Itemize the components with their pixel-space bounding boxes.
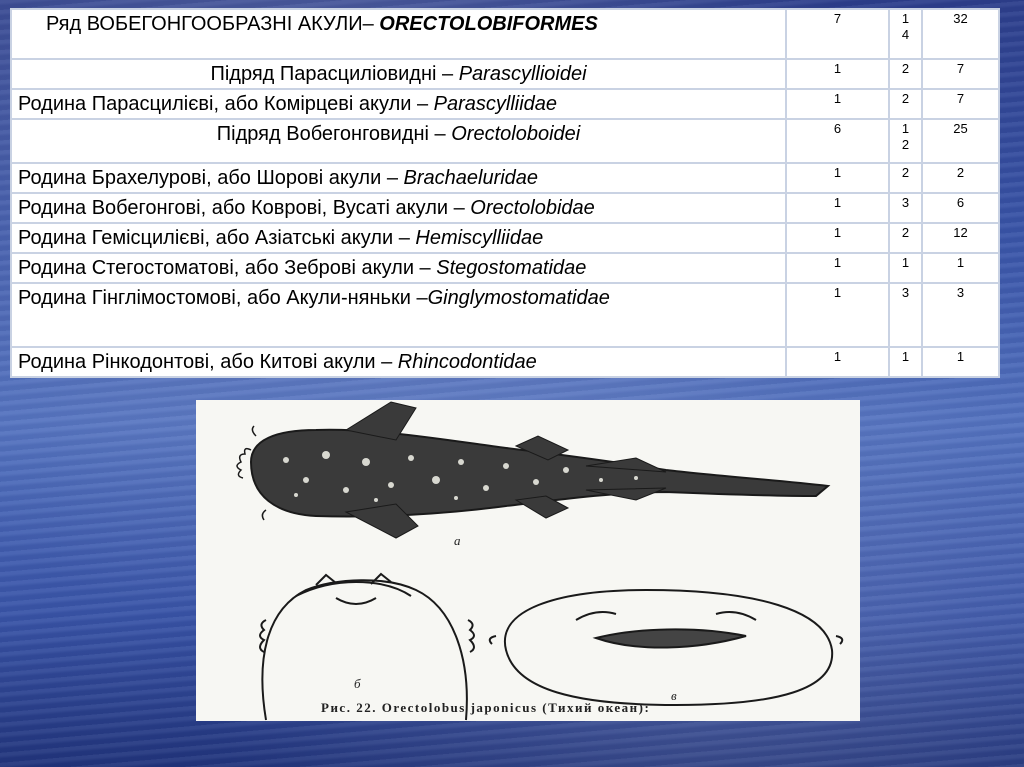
- table-row: [11, 163, 999, 193]
- count-genera2: 2: [889, 89, 922, 119]
- family-name-cell: [11, 193, 786, 223]
- family-name-cell: [11, 89, 786, 119]
- count-genera: 1: [786, 89, 889, 119]
- family-name-cell: [11, 283, 786, 347]
- table-row: [11, 193, 999, 223]
- count-species: 25: [922, 119, 999, 163]
- count-genera: 1: [786, 163, 889, 193]
- row-prefix: Родина Стегостоматові, або Зеброві акули –: [18, 257, 437, 279]
- count-species: 1: [922, 253, 999, 283]
- row-latin: Orectoloboidei: [451, 123, 581, 145]
- count-genera: 1: [786, 253, 889, 283]
- mouth-view: [490, 590, 843, 705]
- suborder-name-cell: [11, 59, 786, 89]
- figure-label-v: в: [671, 688, 677, 703]
- count-genera: 7: [786, 9, 889, 59]
- row-prefix: Родина Гемісцилієві, або Азіатські акули –: [18, 227, 416, 249]
- count-genera2: 3: [889, 283, 922, 347]
- count-genera2: 1: [889, 347, 922, 377]
- table-row: [11, 119, 999, 163]
- table-row: [11, 283, 999, 347]
- figure-label-a: а: [454, 533, 461, 548]
- count-genera: 1: [786, 347, 889, 377]
- count-species: 6: [922, 193, 999, 223]
- count-genera2: 3: [889, 193, 922, 223]
- shark-body: [251, 402, 828, 538]
- family-name-cell: [11, 253, 786, 283]
- shark-drawing: [196, 400, 860, 721]
- count-genera: 1: [786, 193, 889, 223]
- table-row: [11, 9, 999, 59]
- table-row: [11, 89, 999, 119]
- row-latin: Rhincodontidae: [397, 351, 537, 373]
- row-prefix: Родина Парасцилієві, або Комірцеві акули –: [18, 93, 434, 115]
- count-species: 7: [922, 59, 999, 89]
- family-name-cell: [11, 163, 786, 193]
- shark-illustration: [196, 400, 860, 721]
- row-latin: Parascylliidae: [433, 93, 558, 115]
- count-species: 7: [922, 89, 999, 119]
- row-latin: Stegostomatidae: [436, 257, 587, 279]
- row-prefix: Родина Вобегонгові, або Коврові, Вусаті акули –: [18, 197, 471, 219]
- count-species: 1: [922, 347, 999, 377]
- row-latin: ORECTOLOBIFORMES: [379, 13, 598, 35]
- table-row: [11, 253, 999, 283]
- suborder-name-cell: [11, 119, 786, 163]
- count-genera2: 1 2: [889, 119, 922, 163]
- figure-label-b: б: [354, 676, 361, 691]
- row-prefix: Підряд Вобегонговидні –: [216, 123, 452, 145]
- count-genera: 1: [786, 283, 889, 347]
- row-latin: Hemiscylliidae: [415, 227, 544, 249]
- family-name-cell: [11, 223, 786, 253]
- taxonomy-table: [10, 8, 1000, 378]
- head-underside: [260, 574, 474, 720]
- figure-caption: Рис. 22. Orectolobus japonicus (Тихий океан):: [321, 700, 651, 715]
- count-genera2: 2: [889, 223, 922, 253]
- row-latin: Brachaeluridae: [403, 167, 539, 189]
- row-prefix: Ряд ВОБЕГОНГООБРАЗНІ АКУЛИ–: [46, 13, 380, 35]
- row-latin: Orectolobidae: [470, 197, 595, 219]
- family-name-cell: [11, 347, 786, 377]
- count-genera2: 1: [889, 253, 922, 283]
- count-genera: 6: [786, 119, 889, 163]
- count-species: 12: [922, 223, 999, 253]
- count-genera2: 2: [889, 59, 922, 89]
- row-prefix: Підряд Парасциліовидні –: [210, 63, 459, 85]
- count-species: 3: [922, 283, 999, 347]
- row-prefix: Родина Брахелурові, або Шорові акули –: [18, 167, 404, 189]
- order-name-cell: [11, 9, 786, 59]
- row-latin: Parascyllioidei: [458, 63, 587, 85]
- table-row: [11, 347, 999, 377]
- count-genera: 1: [786, 223, 889, 253]
- count-genera2: 2: [889, 163, 922, 193]
- count-species: 2: [922, 163, 999, 193]
- table-row: [11, 59, 999, 89]
- count-genera2: 1 4: [889, 9, 922, 59]
- row-prefix: Родина Рінкодонтові, або Китові акули –: [18, 351, 398, 373]
- row-latin: Ginglymostomatidae: [427, 287, 610, 309]
- count-genera: 1: [786, 59, 889, 89]
- table-row: [11, 223, 999, 253]
- count-species: 32: [922, 9, 999, 59]
- row-prefix: Родина Гінглімостомові, або Акули-няньки –: [18, 287, 428, 309]
